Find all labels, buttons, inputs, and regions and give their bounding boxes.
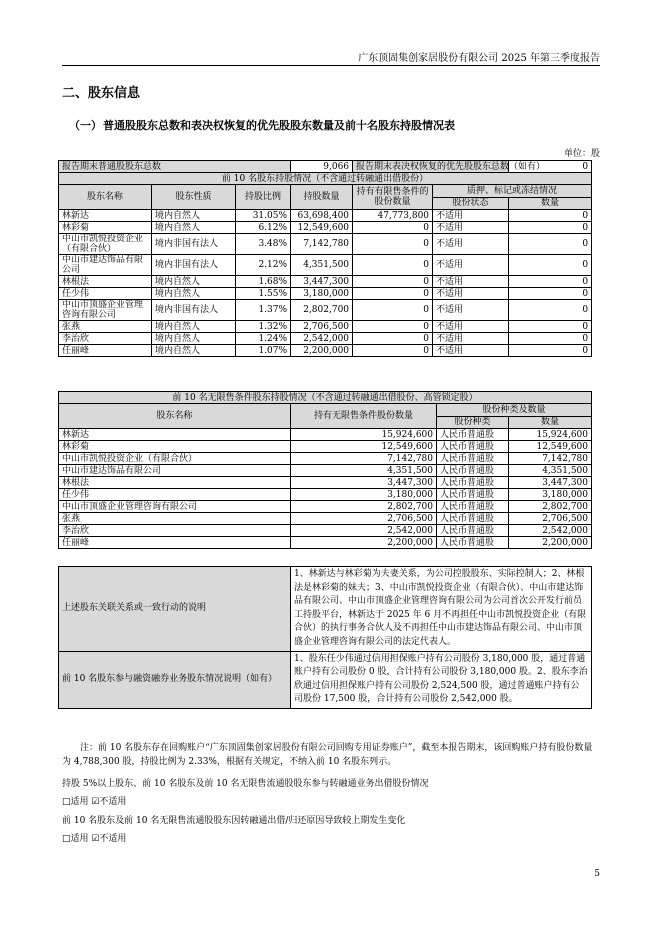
unrestricted-cell-kind: 人民币普通股 [437,537,509,549]
top10-cell-restricted: 0 [353,222,433,234]
unrestricted-cell-kind: 人民币普通股 [437,453,509,465]
top10-cell-status: 不适用 [433,276,509,288]
top10-cell-nature: 境内自然人 [152,288,236,300]
repurchase-footnote: 注：前 10 名股东存在回购账户“广东顶固集创家居股份有限公司回购专用证券账户”，截至本报告期末，该回购账户持有股份数量为 4,788,300 股，持股比例为 2.33%，根据有关规定，不纳入前 10 名股东列示。 [62,743,593,767]
unrestricted-cell-qty: 2,802,700 [291,501,437,513]
top10-cell-name: 林根法 [59,276,152,288]
relations-row [59,567,592,652]
top10-row [59,255,592,276]
unrestricted-cell-qty: 7,142,780 [291,453,437,465]
u-col-header-count: 数量 [509,416,592,429]
unrestricted-cell-count: 2,802,700 [509,501,592,513]
top10-cell-nature: 境内非国有法人 [152,300,236,321]
unrestricted-cell-kind: 人民币普通股 [437,489,509,501]
top10-cell-count: 0 [509,210,592,222]
col-header-ratio: 持股比例 [236,185,291,210]
unrestricted-row [59,465,592,477]
top10-cell-qty: 63,698,400 [291,210,353,222]
top10-cell-ratio: 1.68% [236,276,291,288]
top10-cell-ratio: 1.55% [236,288,291,300]
u-col-header-name: 股东名称 [59,404,291,429]
u-col-header-qty: 持有无限售条件股份数量 [291,404,437,429]
unrestricted-cell-name: 张燕 [59,513,291,525]
col-header-status: 股份状态 [433,197,509,210]
unrestricted-cell-name: 林彩菊 [59,441,291,453]
u-col-header-kind: 股份种类 [437,416,509,429]
col-header-name: 股东名称 [59,185,152,210]
section-title: 二、股东信息 [62,86,141,101]
top10-cell-count: 0 [509,234,592,255]
top10-row [59,321,592,333]
top10-row [59,276,592,288]
top10-caption-row [59,173,592,185]
top10-cell-name: 任丽峰 [59,345,152,357]
unrestricted-cell-count: 12,549,600 [509,441,592,453]
header-divider [62,65,600,66]
top10-cell-status: 不适用 [433,345,509,357]
unrestricted-cell-name: 林根法 [59,477,291,489]
unrestricted-row [59,441,592,453]
top10-cell-status: 不适用 [433,288,509,300]
top10-cell-qty: 3,180,000 [291,288,353,300]
unrestricted-cell-name: 中山市建达饰品有限公司 [59,465,291,477]
top10-header-row [59,185,592,198]
col-header-qty: 持股数量 [291,185,353,210]
unrestricted-row [59,429,592,441]
relations-text: 1、林新达与林彩菊为夫妻关系，为公司控股股东、实际控制人；2、林根法是林彩菊的妹夫；3、中山市凯悦投资企业（有限合伙）、中山市建达饰品有限公司、中山市顶盛企业管理咨询有限公司为公司首次公开发行前员工持股平台，林新达于 2025 年 6 月不再担任中山市凯悦投资企业（有限合伙）的执行事务合伙人及不再担任中山市建达饰品有限公司、中山市顶盛企业管理咨询有限公司的法定代表人。 [291,567,592,652]
unrestricted-cell-count: 3,447,300 [509,477,592,489]
top10-cell-count: 0 [509,345,592,357]
unrestricted-cell-count: 2,542,000 [509,525,592,537]
top10-cell-status: 不适用 [433,234,509,255]
unrestricted-cell-name: 中山市凯悦投资企业（有限合伙） [59,453,291,465]
top10-cell-ratio: 31.05% [236,210,291,222]
unrestricted-row [59,525,592,537]
top10-cell-ratio: 1.07% [236,345,291,357]
summary-row [59,161,592,173]
top10-cell-status: 不适用 [433,255,509,276]
top10-cell-name: 李治欣 [59,333,152,345]
total-holders-value: 9,066 [291,161,353,173]
top10-row [59,210,592,222]
col-header-restricted: 持有有限售条件的股份数量 [353,185,433,210]
change-question: 前 10 名股东及前 10 名无限售流通股股东因转融通出借/归还原因导致较上期发生变化 [62,816,406,826]
unrestricted-cell-qty: 4,351,500 [291,465,437,477]
top10-cell-ratio: 1.24% [236,333,291,345]
unrestricted-row [59,537,592,549]
top10-cell-status: 不适用 [433,222,509,234]
top10-cell-status: 不适用 [433,321,509,333]
unrestricted-cell-count: 15,924,600 [509,429,592,441]
top10-cell-restricted: 0 [353,321,433,333]
top10-cell-restricted: 0 [353,255,433,276]
unrestricted-cell-count: 2,200,000 [509,537,592,549]
lending-options: □适用 ☑不适用 [62,797,127,807]
top10-row [59,234,592,255]
unrestricted-cell-kind: 人民币普通股 [437,441,509,453]
unrestricted-header-row [59,404,592,417]
top10-cell-qty: 3,447,300 [291,276,353,288]
unrestricted-cell-qty: 3,180,000 [291,489,437,501]
top10-cell-nature: 境内自然人 [152,276,236,288]
unrestricted-cell-kind: 人民币普通股 [437,525,509,537]
top10-cell-qty: 2,200,000 [291,345,353,357]
top10-cell-restricted: 0 [353,276,433,288]
top10-cell-name: 张燕 [59,321,152,333]
unrestricted-cell-kind: 人民币普通股 [437,501,509,513]
top10-cell-status: 不适用 [433,300,509,321]
top10-cell-count: 0 [509,321,592,333]
top10-cell-nature: 境内自然人 [152,333,236,345]
top10-row [59,222,592,234]
unrestricted-cell-kind: 人民币普通股 [437,477,509,489]
unrestricted-cell-count: 7,142,780 [509,453,592,465]
top10-cell-name: 任少伟 [59,288,152,300]
col-header-count: 数量 [509,197,592,210]
total-holders-label: 报告期末普通股股东总数 [59,161,291,173]
top10-cell-ratio: 1.32% [236,321,291,333]
top10-shareholders-table [58,160,592,357]
top10-cell-name: 中山市凯悦投资企业（有限合伙） [59,234,152,255]
top10-cell-nature: 境内自然人 [152,210,236,222]
top10-cell-nature: 境内自然人 [152,222,236,234]
top10-cell-qty: 12,549,600 [291,222,353,234]
top10-cell-restricted: 0 [353,333,433,345]
pref-holders-label: 报告期末表决权恢复的优先股股东总数（如有） [353,161,509,173]
margin-row [59,651,592,708]
unrestricted-cell-qty: 3,447,300 [291,477,437,489]
subsection-title [69,117,455,133]
top10-cell-qty: 2,802,700 [291,300,353,321]
report-header: 广东顶固集创家居股份有限公司 2025 年第三季度报告 [358,53,600,64]
unrestricted-cell-qty: 12,549,600 [291,441,437,453]
unrestricted-cell-name: 任少伟 [59,489,291,501]
margin-label: 前 10 名股东参与融资融券业务股东情况说明（如有） [59,651,291,708]
top10-cell-status: 不适用 [433,333,509,345]
margin-text: 1、股东任少伟通过信用担保账户持有公司股份 3,180,000 股，通过普通账户持有公司股份 0 股，合计持有公司股份 3,180,000 股。2、股东李治欣通过信用担保账户持有公司股份 2,524,500 股，通过普通账户持有公司股份 17,500 股，合计持有公司股份 2,542,000 股。 [291,651,592,708]
top10-cell-qty: 7,142,780 [291,234,353,255]
unrestricted-row [59,477,592,489]
unrestricted-row [59,513,592,525]
top10-cell-count: 0 [509,288,592,300]
top10-cell-ratio: 3.48% [236,234,291,255]
top10-cell-ratio: 2.12% [236,255,291,276]
top10-cell-ratio: 1.37% [236,300,291,321]
page-number: 5 [594,869,600,879]
unrestricted-cell-kind: 人民币普通股 [437,429,509,441]
top10-cell-nature: 境内自然人 [152,345,236,357]
unrestricted-cell-name: 任丽峰 [59,537,291,549]
top10-cell-count: 0 [509,300,592,321]
unrestricted-row [59,453,592,465]
top10-cell-name: 中山市建达饰品有限公司 [59,255,152,276]
top10-cell-restricted: 47,773,800 [353,210,433,222]
top10-cell-restricted: 0 [353,234,433,255]
unrestricted-cell-qty: 15,924,600 [291,429,437,441]
top10-cell-count: 0 [509,333,592,345]
subsection-text: 普通股股东总数和表决权恢复的优先股股东数量及前十名股东持股情况表 [103,119,455,132]
top10-row [59,333,592,345]
top10-cell-qty: 4,351,500 [291,255,353,276]
unrestricted-cell-kind: 人民币普通股 [437,513,509,525]
top10-cell-count: 0 [509,255,592,276]
unrestricted-cell-count: 2,706,500 [509,513,592,525]
unrestricted-cell-qty: 2,200,000 [291,537,437,549]
unrestricted-caption-row [59,392,592,404]
unrestricted-cell-count: 3,180,000 [509,489,592,501]
unrestricted-cell-name: 李治欣 [59,525,291,537]
top10-cell-ratio: 6.12% [236,222,291,234]
relations-label: 上述股东关联关系或一致行动的说明 [59,567,291,652]
top10-cell-name: 林彩菊 [59,222,152,234]
subsection-number: （一） [69,119,102,132]
shareholder-notes-table [58,566,592,709]
top10-cell-qty: 2,706,500 [291,321,353,333]
top10-cell-restricted: 0 [353,345,433,357]
top10-cell-nature: 境内自然人 [152,321,236,333]
unit-label: 单位：股 [563,149,600,159]
unrestricted-cell-kind: 人民币普通股 [437,465,509,477]
col-header-nature: 股东性质 [152,185,236,210]
top10-cell-restricted: 0 [353,300,433,321]
top10-cell-name: 中山市顶盛企业管理咨询有限公司 [59,300,152,321]
unrestricted-row [59,501,592,513]
unrestricted-shareholders-table [58,391,592,549]
change-options: □适用 ☑不适用 [62,834,127,844]
unrestricted-cell-qty: 2,706,500 [291,513,437,525]
top10-row [59,345,592,357]
top10-cell-count: 0 [509,276,592,288]
top10-row [59,288,592,300]
unrestricted-caption: 前 10 名无限售条件股东持股情况（不含通过转融通出借股份、高管锁定股） [59,392,592,404]
top10-caption: 前 10 名股东持股情况（不含通过转融通出借股份） [59,173,592,185]
unrestricted-cell-name: 中山市顶盛企业管理咨询有限公司 [59,501,291,513]
top10-cell-nature: 境内非国有法人 [152,255,236,276]
top10-cell-count: 0 [509,222,592,234]
col-header-pledge: 质押、标记或冻结情况 [433,185,592,198]
unrestricted-cell-count: 4,351,500 [509,465,592,477]
top10-cell-qty: 2,542,000 [291,333,353,345]
unrestricted-row [59,489,592,501]
top10-cell-status: 不适用 [433,210,509,222]
top10-row [59,300,592,321]
top10-cell-restricted: 0 [353,288,433,300]
unrestricted-cell-name: 林新达 [59,429,291,441]
unrestricted-cell-qty: 2,542,000 [291,525,437,537]
lending-question: 持股 5%以上股东、前 10 名股东及前 10 名无限售流通股股东参与转融通业务出借股份情况 [62,779,429,789]
top10-cell-nature: 境内非国有法人 [152,234,236,255]
pref-holders-value: 0 [509,161,592,173]
top10-cell-name: 林新达 [59,210,152,222]
u-col-header-kind-group: 股份种类及数量 [437,404,592,417]
